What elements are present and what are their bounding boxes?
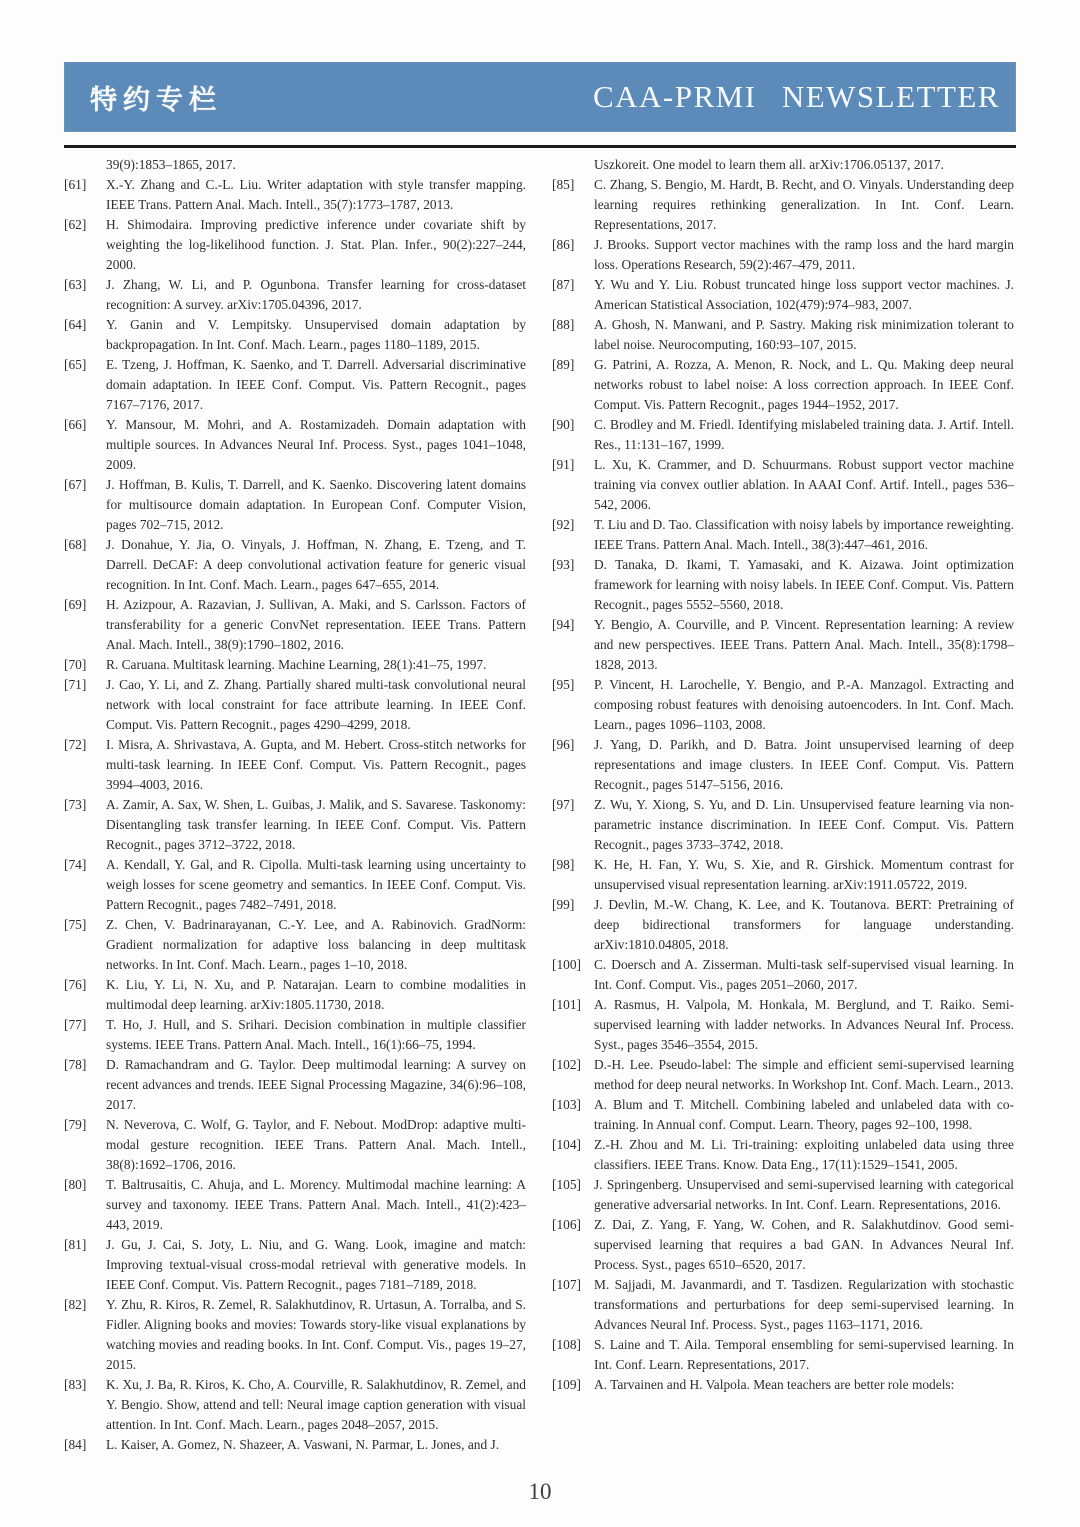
reference-text: L. Kaiser, A. Gomez, N. Shazeer, A. Vaswani, N. Parmar, L. Jones, and J. bbox=[106, 1437, 500, 1452]
reference-number: [78] bbox=[64, 1057, 87, 1072]
reference-text: T. Ho, J. Hull, and S. Srihari. Decision combination in multiple classifier systems. IEEE Trans. Pattern Anal. Mach. Intell., 16(1):66–75, 1994. bbox=[106, 1017, 526, 1052]
reference-number: [108] bbox=[552, 1337, 582, 1352]
reference-number: [80] bbox=[64, 1177, 87, 1192]
reference-number: [109] bbox=[552, 1377, 582, 1392]
reference-number: [72] bbox=[64, 737, 87, 752]
reference-item bbox=[64, 215, 526, 275]
reference-number: [66] bbox=[64, 417, 87, 432]
reference-text: C. Doersch and A. Zisserman. Multi-task self-supervised visual learning. In Int. Conf. Comput. Vis., pages 2051–2060, 2017. bbox=[594, 957, 1014, 992]
reference-number: [90] bbox=[552, 417, 575, 432]
reference-text: K. Liu, Y. Li, N. Xu, and P. Natarajan. Learn to combine modalities in multimodal deep learning. arXiv:1805.11730, 2018. bbox=[106, 977, 526, 1012]
reference-number: [82] bbox=[64, 1297, 87, 1312]
reference-item bbox=[552, 955, 1014, 995]
reference-item bbox=[552, 415, 1014, 455]
reference-item bbox=[64, 915, 526, 975]
reference-continuation: Uszkoreit. One model to learn them all. arXiv:1706.05137, 2017. bbox=[594, 157, 944, 172]
reference-text: M. Sajjadi, M. Javanmardi, and T. Tasdizen. Regularization with stochastic transformations and perturbations for deep semi-supervised learning. In Advances Neural Inf. Process. Syst., pages 1163–1171, 2016. bbox=[594, 1277, 1014, 1332]
reference-number: [64] bbox=[64, 317, 87, 332]
reference-item bbox=[552, 455, 1014, 515]
reference-item bbox=[552, 1215, 1014, 1275]
reference-number: [91] bbox=[552, 457, 575, 472]
reference-number: [69] bbox=[64, 597, 87, 612]
reference-item bbox=[64, 1175, 526, 1235]
reference-text: K. Xu, J. Ba, R. Kiros, K. Cho, A. Courville, R. Salakhutdinov, R. Zemel, and Y. Bengio. Show, attend and tell: Neural image caption generation with visual attention. In Int. Conf. Mach. Learn., pages 2048–2057, 2015. bbox=[106, 1377, 526, 1432]
reference-number: [63] bbox=[64, 277, 87, 292]
reference-number: [98] bbox=[552, 857, 575, 872]
reference-item bbox=[64, 1235, 526, 1295]
reference-number: [61] bbox=[64, 177, 87, 192]
column-right bbox=[552, 155, 1014, 1455]
reference-text: R. Caruana. Multitask learning. Machine Learning, 28(1):41–75, 1997. bbox=[106, 657, 487, 672]
reference-text: Y. Wu and Y. Liu. Robust truncated hinge loss support vector machines. J. American Statistical Association, 102(479):974–983, 2007. bbox=[594, 277, 1014, 312]
reference-number: [65] bbox=[64, 357, 87, 372]
reference-item bbox=[64, 655, 526, 675]
reference-item bbox=[552, 1375, 1014, 1395]
reference-item bbox=[64, 595, 526, 655]
reference-item bbox=[552, 995, 1014, 1055]
reference-number: [81] bbox=[64, 1237, 87, 1252]
reference-text: J. Springenberg. Unsupervised and semi-supervised learning with categorical generative adversarial networks. In Int. Conf. Learn. Representations, 2016. bbox=[594, 1177, 1014, 1212]
reference-item bbox=[552, 315, 1014, 355]
reference-text: A. Tarvainen and H. Valpola. Mean teachers are better role models: bbox=[594, 1377, 955, 1392]
reference-text: H. Azizpour, A. Razavian, J. Sullivan, A. Maki, and S. Carlsson. Factors of transferability for a generic ConvNet representation. IEEE Trans. Pattern Anal. Mach. Intell., 38(9):1790–1802, 2016. bbox=[106, 597, 526, 652]
reference-text: J. Cao, Y. Li, and Z. Zhang. Partially shared multi-task convolutional neural network with local constraint for face attribute learning. In IEEE Conf. Comput. Vis. Pattern Recognit., pages 4290–4299, 2018. bbox=[106, 677, 526, 732]
reference-text: A. Ghosh, N. Manwani, and P. Sastry. Making risk minimization tolerant to label noise. Neurocomputing, 160:93–107, 2015. bbox=[594, 317, 1014, 352]
reference-item bbox=[64, 735, 526, 795]
reference-text: J. Brooks. Support vector machines with the ramp loss and the hard margin loss. Operations Research, 59(2):467–479, 2011. bbox=[594, 237, 1014, 272]
reference-item bbox=[64, 1295, 526, 1375]
reference-item bbox=[64, 535, 526, 595]
reference-text: T. Liu and D. Tao. Classification with noisy labels by importance reweighting. IEEE Trans. Pattern Anal. Mach. Intell., 38(3):447–461, 2016. bbox=[594, 517, 1014, 552]
reference-item bbox=[552, 515, 1014, 555]
reference-item bbox=[64, 1375, 526, 1435]
reference-text: G. Patrini, A. Rozza, A. Menon, R. Nock, and L. Qu. Making deep neural networks robust to label noise: A loss correction approach. In IEEE Conf. Comput. Vis. Pattern Recognit., pages 1944–1952, 2017. bbox=[594, 357, 1014, 412]
reference-item bbox=[64, 1115, 526, 1175]
header-newsletter-title: CAA-PRMI NEWSLETTER bbox=[592, 79, 1000, 114]
reference-item bbox=[552, 1275, 1014, 1335]
reference-text: C. Zhang, S. Bengio, M. Hardt, B. Recht, and O. Vinyals. Understanding deep learning requires rethinking generalization. In Int. Conf. Learn. Representations, 2017. bbox=[594, 177, 1014, 232]
references-section bbox=[64, 155, 1016, 1455]
column-left bbox=[64, 155, 526, 1455]
reference-number: [75] bbox=[64, 917, 87, 932]
reference-text: Y. Ganin and V. Lempitsky. Unsupervised domain adaptation by backpropagation. In Int. Conf. Mach. Learn., pages 1180–1189, 2015. bbox=[106, 317, 526, 352]
reference-number: [77] bbox=[64, 1017, 87, 1032]
reference-item bbox=[552, 895, 1014, 955]
reference-number: [93] bbox=[552, 557, 575, 572]
reference-number: [92] bbox=[552, 517, 575, 532]
reference-number: [76] bbox=[64, 977, 87, 992]
reference-number: [86] bbox=[552, 237, 575, 252]
reference-item bbox=[64, 1015, 526, 1055]
reference-text: J. Devlin, M.-W. Chang, K. Lee, and K. Toutanova. BERT: Pretraining of deep bidirectional transformers for language understanding. arXiv:1810.04805, 2018. bbox=[594, 897, 1014, 952]
reference-text: D. Tanaka, D. Ikami, T. Yamasaki, and K. Aizawa. Joint optimization framework for learning with noisy labels. In IEEE Conf. Comput. Vis. Pattern Recognit., pages 5552–5560, 2018. bbox=[594, 557, 1014, 612]
reference-text: Z. Chen, V. Badrinarayanan, C.-Y. Lee, and A. Rabinovich. GradNorm: Gradient normalization for adaptive loss balancing in deep multitask networks. In Int. Conf. Mach. Learn., pages 1–10, 2018. bbox=[106, 917, 526, 972]
reference-number: [70] bbox=[64, 657, 87, 672]
reference-number: [83] bbox=[64, 1377, 87, 1392]
reference-text: D.-H. Lee. Pseudo-label: The simple and efficient semi-supervised learning method for deep neural networks. In Workshop Int. Conf. Mach. Learn., 2013. bbox=[594, 1057, 1014, 1092]
reference-text: J. Gu, J. Cai, S. Joty, L. Niu, and G. Wang. Look, imagine and match: Improving textual-visual cross-modal retrieval with generative models. In IEEE Conf. Comput. Vis. Pattern Recognit., pages 7181–7189, 2018. bbox=[106, 1237, 526, 1292]
reference-number: [97] bbox=[552, 797, 575, 812]
reference-number: [67] bbox=[64, 477, 87, 492]
reference-text: C. Brodley and M. Friedl. Identifying mislabeled training data. J. Artif. Intell. Res., 11:131–167, 1999. bbox=[594, 417, 1014, 452]
reference-item bbox=[552, 1335, 1014, 1375]
reference-text: Y. Bengio, A. Courville, and P. Vincent. Representation learning: A review and new perspectives. IEEE Trans. Pattern Anal. Mach. Intell., 35(8):1798–1828, 2013. bbox=[594, 617, 1014, 672]
reference-item bbox=[552, 1135, 1014, 1175]
reference-item bbox=[552, 235, 1014, 275]
reference-number: [105] bbox=[552, 1177, 582, 1192]
reference-item bbox=[64, 675, 526, 735]
reference-item bbox=[64, 855, 526, 915]
reference-item bbox=[552, 555, 1014, 615]
reference-text: P. Vincent, H. Larochelle, Y. Bengio, and P.-A. Manzagol. Extracting and composing robust features with denoising autoencoders. In Int. Conf. Mach. Learn., pages 1096–1103, 2008. bbox=[594, 677, 1014, 732]
reference-text: Z. Dai, Z. Yang, F. Yang, W. Cohen, and R. Salakhutdinov. Good semi-supervised learning that requires a bad GAN. In Advances Neural Inf. Process. Syst., pages 6510–6520, 2017. bbox=[594, 1217, 1014, 1272]
reference-text: H. Shimodaira. Improving predictive inference under covariate shift by weighting the log-likelihood function. J. Stat. Plan. Infer., 90(2):227–244, 2000. bbox=[106, 217, 526, 272]
reference-text: Y. Mansour, M. Mohri, and A. Rostamizadeh. Domain adaptation with multiple sources. In Advances Neural Inf. Process. Syst., pages 1041–1048, 2009. bbox=[106, 417, 526, 472]
reference-item bbox=[64, 975, 526, 1015]
reference-text: L. Xu, K. Crammer, and D. Schuurmans. Robust support vector machine training via convex outlier ablation. In AAAI Conf. Artif. Intell., pages 536–542, 2006. bbox=[594, 457, 1014, 512]
reference-number: [99] bbox=[552, 897, 575, 912]
header-divider-rule bbox=[64, 145, 1016, 148]
reference-number: [62] bbox=[64, 217, 87, 232]
reference-number: [96] bbox=[552, 737, 575, 752]
reference-number: [95] bbox=[552, 677, 575, 692]
reference-item bbox=[552, 355, 1014, 415]
reference-item bbox=[64, 475, 526, 535]
reference-text: I. Misra, A. Shrivastava, A. Gupta, and M. Hebert. Cross-stitch networks for multi-task learning. In IEEE Conf. Comput. Vis. Pattern Recognit., pages 3994–4003, 2016. bbox=[106, 737, 526, 792]
reference-text: A. Kendall, Y. Gal, and R. Cipolla. Multi-task learning using uncertainty to weigh losses for scene geometry and semantics. In IEEE Conf. Comput. Vis. Pattern Recognit., pages 7482–7491, 2018. bbox=[106, 857, 526, 912]
reference-item bbox=[64, 1435, 526, 1455]
reference-item bbox=[552, 275, 1014, 315]
reference-number: [101] bbox=[552, 997, 582, 1012]
reference-item bbox=[64, 1055, 526, 1115]
reference-item bbox=[64, 415, 526, 475]
reference-text: J. Hoffman, B. Kulis, T. Darrell, and K. Saenko. Discovering latent domains for multisource domain adaptation. In European Conf. Computer Vision, pages 702–715, 2012. bbox=[106, 477, 526, 532]
reference-number: [107] bbox=[552, 1277, 582, 1292]
reference-text: A. Blum and T. Mitchell. Combining labeled and unlabeled data with co-training. In Annual conf. Comput. Learn. Theory, pages 92–100, 1998. bbox=[594, 1097, 1014, 1132]
page-number: 10 bbox=[528, 1479, 552, 1504]
reference-text: X.-Y. Zhang and C.-L. Liu. Writer adaptation with style transfer mapping. IEEE Trans. Pattern Anal. Mach. Intell., 35(7):1773–1787, 2013. bbox=[106, 177, 526, 212]
reference-text: T. Baltrusaitis, C. Ahuja, and L. Morency. Multimodal machine learning: A survey and taxonomy. IEEE Trans. Pattern Anal. Mach. Intell., 41(2):423–443, 2019. bbox=[106, 1177, 526, 1232]
reference-text: K. He, H. Fan, Y. Wu, S. Xie, and R. Girshick. Momentum contrast for unsupervised visual representation learning. arXiv:1911.05722, 2019. bbox=[594, 857, 1014, 892]
reference-number: [94] bbox=[552, 617, 575, 632]
reference-item bbox=[64, 795, 526, 855]
reference-number: [106] bbox=[552, 1217, 582, 1232]
reference-number: [84] bbox=[64, 1437, 87, 1452]
reference-item bbox=[552, 175, 1014, 235]
reference-number: [102] bbox=[552, 1057, 582, 1072]
reference-text: A. Zamir, A. Sax, W. Shen, L. Guibas, J. Malik, and S. Savarese. Taskonomy: Disentangling task transfer learning. In IEEE Conf. Comput. Vis. Pattern Recognit., pages 3712–3722, 2018. bbox=[106, 797, 526, 852]
reference-number: [103] bbox=[552, 1097, 582, 1112]
reference-item bbox=[552, 855, 1014, 895]
reference-item bbox=[552, 795, 1014, 855]
header-chinese-title: 特约专栏 bbox=[90, 84, 222, 115]
reference-item bbox=[64, 275, 526, 315]
reference-text: Y. Zhu, R. Kiros, R. Zemel, R. Salakhutdinov, R. Urtasun, A. Torralba, and S. Fidler. Aligning books and movies: Towards story-like visual explanations by watching movies and reading books. In Int. Conf. Comput. Vis., pages 19–27, 2015. bbox=[106, 1297, 526, 1372]
reference-number: [88] bbox=[552, 317, 575, 332]
reference-item bbox=[64, 315, 526, 355]
reference-item bbox=[552, 675, 1014, 735]
reference-item bbox=[64, 175, 526, 215]
reference-number: [73] bbox=[64, 797, 87, 812]
reference-number: [71] bbox=[64, 677, 87, 692]
reference-item bbox=[552, 735, 1014, 795]
reference-item bbox=[552, 1095, 1014, 1135]
reference-text: S. Laine and T. Aila. Temporal ensembling for semi-supervised learning. In Int. Conf. Learn. Representations, 2017. bbox=[594, 1337, 1014, 1372]
reference-text: Z.-H. Zhou and M. Li. Tri-training: exploiting unlabeled data using three classifiers. IEEE Trans. Know. Data Eng., 17(11):1529–1541, 2005. bbox=[594, 1137, 1014, 1172]
reference-text: Z. Wu, Y. Xiong, S. Yu, and D. Lin. Unsupervised feature learning via non-parametric instance discrimination. In IEEE Conf. Comput. Vis. Pattern Recognit., pages 3733–3742, 2018. bbox=[594, 797, 1014, 852]
reference-text: D. Ramachandram and G. Taylor. Deep multimodal learning: A survey on recent advances and trends. IEEE Signal Processing Magazine, 34(6):96–108, 2017. bbox=[106, 1057, 526, 1112]
reference-item bbox=[552, 615, 1014, 675]
reference-number: [85] bbox=[552, 177, 575, 192]
reference-number: [79] bbox=[64, 1117, 87, 1132]
reference-number: [74] bbox=[64, 857, 87, 872]
reference-number: [89] bbox=[552, 357, 575, 372]
reference-text: J. Donahue, Y. Jia, O. Vinyals, J. Hoffman, N. Zhang, E. Tzeng, and T. Darrell. DeCAF: A deep convolutional activation feature for generic visual recognition. In Int. Conf. Mach. Learn., pages 647–655, 2014. bbox=[106, 537, 526, 592]
reference-item bbox=[552, 1175, 1014, 1215]
reference-continuation: 39(9):1853–1865, 2017. bbox=[106, 157, 236, 172]
page-header bbox=[64, 62, 1016, 132]
reference-number: [68] bbox=[64, 537, 87, 552]
reference-item bbox=[64, 355, 526, 415]
reference-number: [87] bbox=[552, 277, 575, 292]
reference-text: A. Rasmus, H. Valpola, M. Honkala, M. Berglund, and T. Raiko. Semi-supervised learning with ladder networks. In Advances Neural Inf. Process. Syst., pages 3546–3554, 2015. bbox=[594, 997, 1014, 1052]
reference-text: N. Neverova, C. Wolf, G. Taylor, and F. Nebout. ModDrop: adaptive multi-modal gesture recognition. IEEE Trans. Pattern Anal. Mach. Intell., 38(8):1692–1706, 2016. bbox=[106, 1117, 526, 1172]
reference-text: J. Yang, D. Parikh, and D. Batra. Joint unsupervised learning of deep representations and image clusters. In IEEE Conf. Comput. Vis. Pattern Recognit., pages 5147–5156, 2016. bbox=[594, 737, 1014, 792]
reference-number: [104] bbox=[552, 1137, 582, 1152]
reference-text: E. Tzeng, J. Hoffman, K. Saenko, and T. Darrell. Adversarial discriminative domain adaptation. In IEEE Conf. Comput. Vis. Pattern Recognit., pages 7167–7176, 2017. bbox=[106, 357, 526, 412]
reference-text: J. Zhang, W. Li, and P. Ogunbona. Transfer learning for cross-dataset recognition: A survey. arXiv:1705.04396, 2017. bbox=[106, 277, 526, 312]
reference-item bbox=[552, 1055, 1014, 1095]
reference-number: [100] bbox=[552, 957, 582, 972]
